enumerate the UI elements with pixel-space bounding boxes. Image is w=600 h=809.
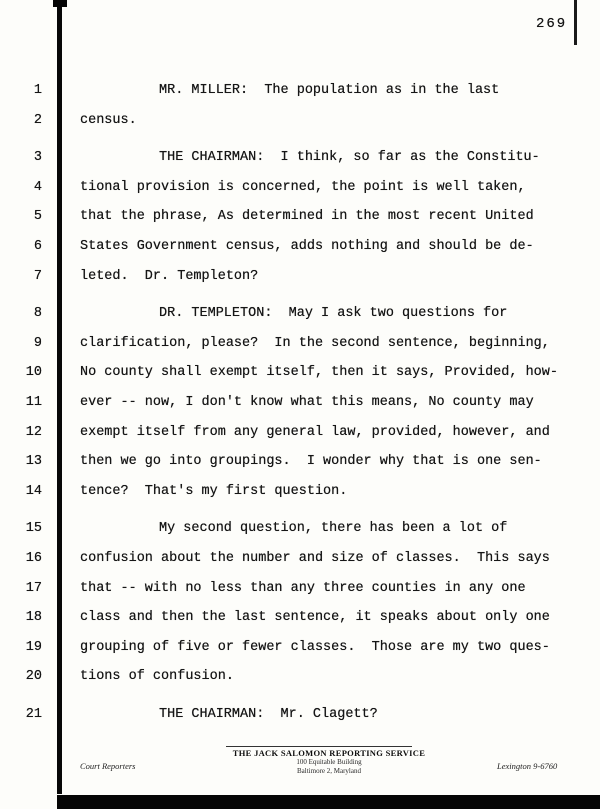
transcript-line [0, 76, 600, 106]
line-number: 1 [33, 83, 42, 98]
line-number: 7 [33, 268, 42, 284]
line-text: ever -- now, I don't know what this means, No county may [80, 394, 534, 410]
line-number: 4 [33, 179, 42, 195]
phone-number-label: Lexington 9-6760 [497, 761, 558, 771]
transcript-line [0, 514, 600, 544]
transcript-line [0, 262, 600, 292]
transcript-line [0, 202, 600, 232]
line-number: 12 [25, 424, 42, 440]
transcript-line [0, 173, 600, 203]
line-number: 6 [33, 238, 42, 254]
line-text: tional provision is concerned, the point is well taken, [80, 179, 526, 195]
transcript-line [0, 662, 600, 692]
page-edge-left-top-mark [53, 0, 67, 7]
transcript-line [0, 633, 600, 663]
line-text: confusion about the number and size of classes. This says [80, 550, 550, 566]
line-number: 16 [25, 550, 42, 566]
transcript-line [0, 418, 600, 448]
line-text: clarification, please? In the second sentence, beginning, [80, 335, 550, 351]
transcript-line [0, 574, 600, 604]
transcript-line [0, 329, 600, 359]
line-number: 13 [25, 454, 42, 470]
line-text: class and then the last sentence, it speaks about only one [80, 610, 550, 626]
line-text: grouping of five or fewer classes. Those are my two ques- [80, 639, 550, 655]
line-number: 9 [33, 335, 42, 351]
transcript-line [0, 358, 600, 388]
line-text: that the phrase, As determined in the most recent United [80, 209, 534, 225]
line-number: 15 [25, 521, 42, 537]
reporting-service-address-1: 100 Equitable Building [296, 758, 362, 766]
line-text: census. [80, 112, 137, 128]
transcript-line [0, 447, 600, 477]
line-number: 18 [25, 610, 42, 626]
line-text: My second question, there has been a lot of [159, 521, 508, 537]
line-text: tence? That's my first question. [80, 483, 348, 499]
line-text: States Government census, adds nothing and should be de- [80, 238, 534, 254]
page-edge-right-top-line [574, 0, 577, 45]
line-number: 14 [25, 483, 42, 499]
line-text: DR. TEMPLETON: May I ask two questions for [159, 306, 508, 322]
line-text: leted. Dr. Templeton? [80, 268, 259, 284]
transcript-line [0, 388, 600, 418]
transcript-line [0, 299, 600, 329]
transcript-line [0, 700, 600, 730]
court-reporters-label: Court Reporters [80, 761, 136, 771]
line-number: 19 [25, 639, 42, 655]
line-text: THE CHAIRMAN: I think, so far as the Constitu- [159, 150, 540, 166]
line-number: 17 [25, 580, 42, 596]
transcript-line [0, 477, 600, 507]
line-number: 20 [25, 669, 42, 685]
footer-divider [226, 746, 412, 747]
transcript-line [0, 232, 600, 262]
line-text: tions of confusion. [80, 669, 234, 685]
line-number: 5 [33, 209, 42, 225]
line-number: 11 [25, 394, 42, 410]
line-text: MR. MILLER: The population as in the last [159, 83, 500, 98]
line-text: No county shall exempt itself, then it says, Provided, how- [80, 365, 558, 381]
page-edge-bottom-bar [57, 795, 600, 809]
line-text: that -- with no less than any three counties in any one [80, 580, 526, 596]
reporting-service-name: THE JACK SALOMON REPORTING SERVICE [232, 748, 426, 758]
line-text: exempt itself from any general law, provided, however, and [80, 424, 550, 440]
page-number: 269 [536, 16, 568, 32]
line-number: 3 [33, 150, 42, 166]
transcript-line [0, 143, 600, 173]
transcript-line [0, 603, 600, 633]
line-number: 8 [33, 306, 42, 322]
line-text: THE CHAIRMAN: Mr. Clagett? [159, 706, 378, 722]
transcript-line [0, 544, 600, 574]
line-text: then we go into groupings. I wonder why that is one sen- [80, 454, 542, 470]
transcript-body [0, 76, 600, 729]
reporting-service-address-2: Baltimore 2, Maryland [297, 766, 361, 775]
line-number: 10 [25, 365, 42, 381]
line-number: 21 [25, 706, 42, 722]
transcript-line [0, 106, 600, 136]
line-number: 2 [33, 112, 42, 128]
